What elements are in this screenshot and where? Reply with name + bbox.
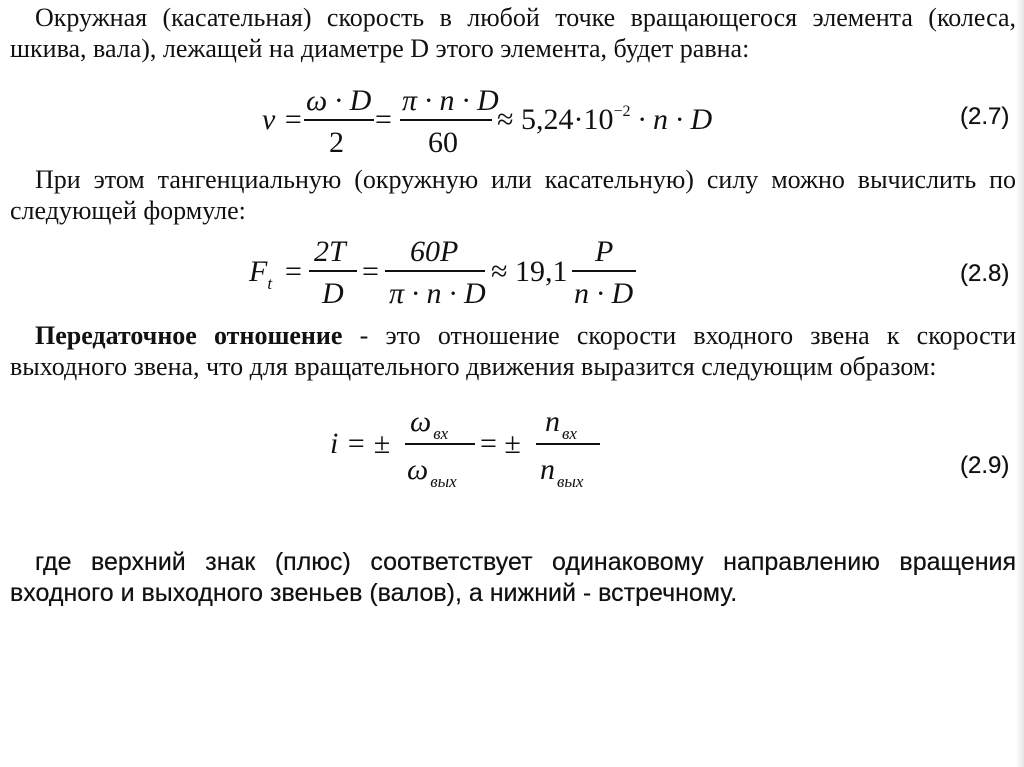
paragraph-tangential-force: При этом тангенциальную (окружную или касательную) силу можно вычислить по следующей формуле:	[10, 165, 1016, 225]
equation-number-2-9: (2.9)	[960, 452, 1010, 479]
eq3-frac2-bar	[536, 443, 600, 445]
eq3-lhs: i = ±	[330, 427, 391, 460]
eq2-lhs-main: F	[249, 255, 268, 288]
equation-number-2-8: (2.8)	[960, 260, 1010, 287]
eq3-n-out-sub: вых	[557, 472, 584, 491]
eq1-exponent: −2	[613, 103, 631, 120]
eq1-lhs: v =	[262, 103, 304, 136]
paragraph-gear-ratio	[10, 320, 1016, 382]
eq3-omega-in: ω	[410, 405, 432, 438]
eq2-frac2-numerator: 60P	[410, 235, 459, 268]
eq3-frac1-numerator	[410, 405, 448, 443]
term-gear-ratio: Передаточное отношение	[35, 321, 343, 350]
eq2-frac3-denominator: n · D	[574, 277, 634, 310]
paragraph-circumferential-speed: Окружная (касательная) скорость в любой точке вращающегося элемента (колеса, шкива, вала), лежащей на диаметре D этого элемента, будет равна:	[10, 3, 1016, 63]
eq2-frac1-numerator: 2T	[314, 235, 346, 268]
eq1-approx-value: ≈ 5,24·10	[497, 103, 614, 136]
eq2-frac1-bar	[309, 270, 357, 272]
eq3-frac1-denominator	[407, 453, 457, 491]
eq2-lhs	[249, 255, 272, 293]
paragraph-sign-explanation: где верхний знак (плюс) соответствует одинаковому направлению вращения входного и выходного звеньев (валов), а нижний - встречному.	[10, 548, 1016, 607]
eq1-frac1-numerator: ω · D	[306, 84, 372, 117]
eq2-frac1-denominator: D	[322, 277, 344, 310]
eq2-frac2-bar	[385, 270, 485, 272]
eq3-n-in-sub: вх	[562, 424, 577, 443]
eq1-frac1-bar	[304, 119, 374, 121]
eq1-approx	[497, 103, 712, 142]
eq2-equals-1: =	[285, 255, 302, 288]
eq3-mid: = ±	[480, 427, 521, 460]
gear-ratio-definition: - это отношение скорости входного звена к скорости выходного звена, что для вращательного движения выразится следующим образом:	[10, 321, 1016, 381]
eq1-equals: =	[375, 103, 392, 136]
eq1-frac2-numerator: π · n · D	[402, 84, 499, 117]
eq1-frac2-denominator: 60	[428, 126, 458, 159]
equation-number-2-7: (2.7)	[960, 103, 1010, 130]
slide-edge-shadow	[1016, 0, 1024, 767]
eq3-frac2-numerator	[545, 405, 577, 443]
eq3-omega-in-sub: вх	[433, 424, 449, 443]
eq3-n-out: n	[540, 453, 555, 486]
eq3-omega-out: ω	[407, 453, 429, 486]
eq3-frac2-denominator	[540, 453, 583, 491]
eq2-frac2-denominator: π · n · D	[389, 277, 486, 310]
eq1-frac2-bar	[400, 119, 492, 121]
eq1-frac1-denominator: 2	[329, 126, 344, 159]
eq2-approx: ≈ 19,1	[491, 255, 568, 288]
eq2-frac3-bar	[572, 270, 636, 272]
eq3-frac1-bar	[405, 443, 475, 445]
eq3-omega-out-sub: вых	[430, 472, 457, 491]
eq2-frac3-numerator: P	[595, 235, 614, 268]
eq3-n-in: n	[545, 405, 560, 438]
eq1-tail: · n · D	[630, 103, 713, 136]
eq2-lhs-sub: t	[267, 274, 273, 293]
eq2-equals-2: =	[362, 255, 379, 288]
